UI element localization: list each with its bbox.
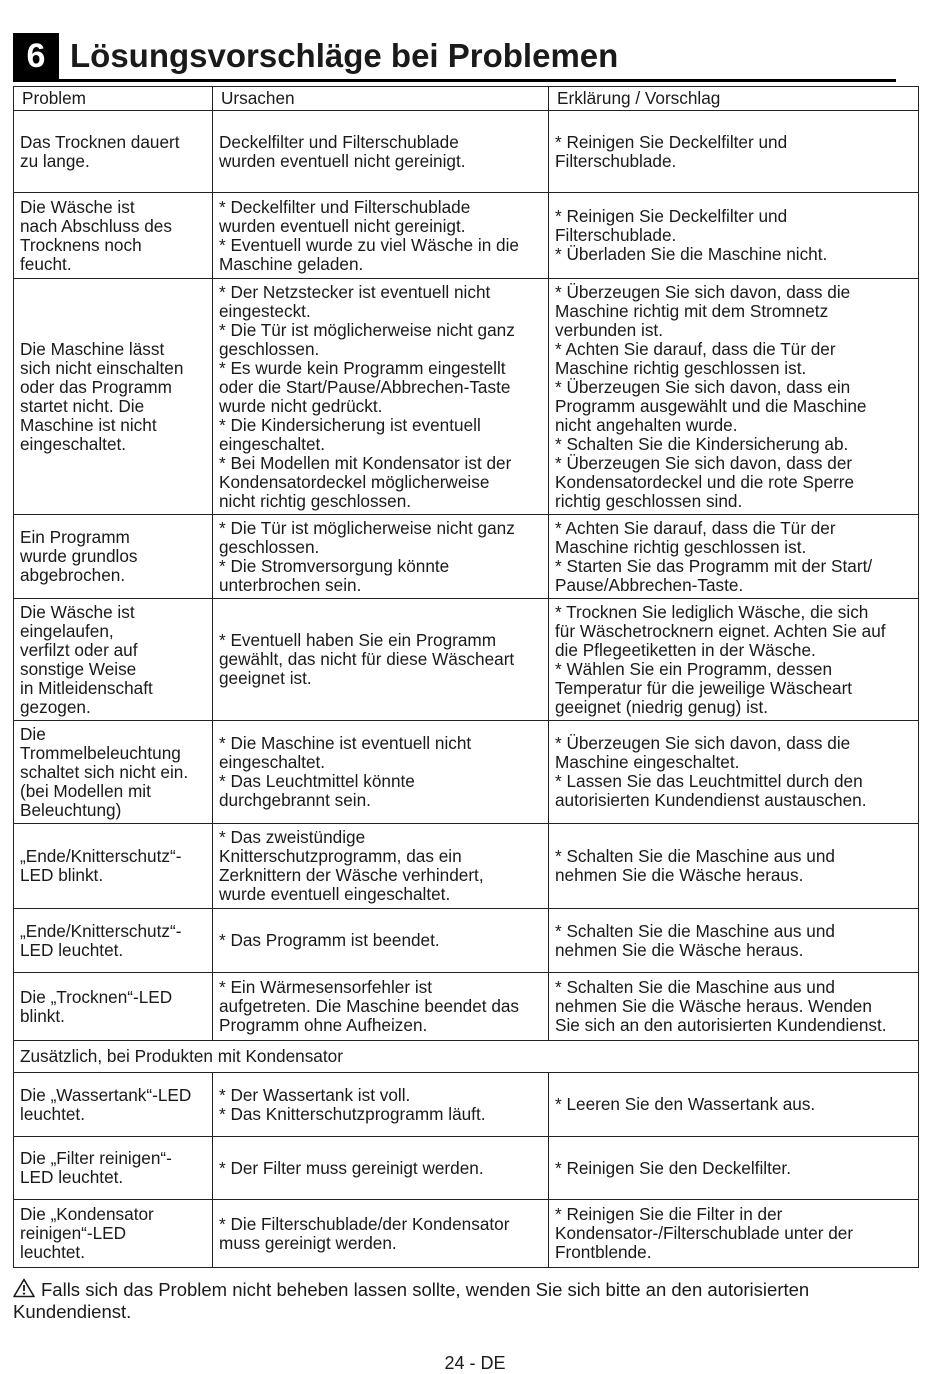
cell-text-line: * Lassen Sie das Leuchtmittel durch den <box>555 771 863 791</box>
cell-text-line: * Schalten Sie die Kindersicherung ab. <box>555 433 849 454</box>
cell-text-line: eingesteckt. <box>219 300 311 321</box>
cause-cell <box>213 721 549 824</box>
cell-text-line: zu lange. <box>20 150 90 171</box>
cell-text-line: Maschine richtig mit dem Stromnetz <box>555 300 829 321</box>
cell-text-line: Maschine ist nicht <box>20 414 157 435</box>
cell-text-line: Trocknens noch <box>20 234 142 255</box>
problem-cell <box>14 1200 213 1268</box>
cell-text-line: * Reinigen Sie Deckelfilter und <box>555 131 788 152</box>
cell-text-line: Die Wäsche ist <box>20 196 135 217</box>
problem-cell <box>14 279 213 515</box>
table-row <box>14 279 919 515</box>
cell-text-line: geeignet ist. <box>219 668 312 688</box>
support-note-text: Falls sich das Problem nicht beheben lassen sollte, wenden Sie sich bitte an den autorisierten Kundendienst. <box>13 1279 810 1322</box>
problem-cell <box>14 599 213 721</box>
cell-text-line: leuchtet. <box>20 1103 85 1124</box>
solution-cell <box>549 111 919 193</box>
cell-text-line: nicht richtig geschlossen. <box>219 490 412 511</box>
cell-text-line: wurden eventuell nicht gereinigt. <box>219 215 466 236</box>
cell-text-line: * Schalten Sie die Maschine aus und <box>555 977 835 997</box>
solution-cell <box>549 1200 919 1268</box>
cell-text-line: Ein Programm <box>20 527 130 547</box>
cause-cell <box>213 1137 549 1200</box>
cell-text-line: * Überzeugen Sie sich davon, dass die <box>555 733 851 753</box>
cause-cell <box>213 1073 549 1137</box>
cell-text-line: * Trocknen Sie lediglich Wäsche, die sich <box>555 601 869 622</box>
solution-cell <box>549 515 919 599</box>
cell-text-line: Die Maschine lässt <box>20 338 165 359</box>
column-header-causes: Ursachen <box>213 87 549 111</box>
table-row <box>14 1073 919 1137</box>
cell-text-line: nehmen Sie die Wäsche heraus. Wenden <box>555 996 872 1016</box>
problem-cell <box>14 721 213 824</box>
cell-text-line: oder das Programm <box>20 376 172 397</box>
cell-text-line: richtig geschlossen sind. <box>555 490 743 511</box>
problem-cell <box>14 515 213 599</box>
solution-cell <box>549 279 919 515</box>
table-row <box>14 721 919 824</box>
cell-text-line: * Achten Sie darauf, dass die Tür der <box>555 517 836 538</box>
cell-text-line: geschlossen. <box>219 338 320 359</box>
cell-text-line: * Wählen Sie ein Programm, dessen <box>555 658 833 679</box>
cause-cell <box>213 824 549 909</box>
problem-cell <box>14 193 213 279</box>
cell-text-line: abgebrochen. <box>20 565 126 585</box>
cell-text-line: * Die Kindersicherung ist eventuell <box>219 414 481 435</box>
cell-text-line: Programm ausgewählt und die Maschine <box>555 395 867 416</box>
cause-cell <box>213 909 549 973</box>
cell-text-line: Filterschublade. <box>555 225 677 245</box>
cell-text-line: Deckelfilter und Filterschublade <box>219 131 459 152</box>
cell-text-line: * Die Maschine ist eventuell nicht <box>219 733 472 753</box>
cell-text-line: wurde nicht gedrückt. <box>219 395 383 416</box>
solution-cell <box>549 1137 919 1200</box>
table-row <box>14 824 919 909</box>
cell-text-line: verbunden ist. <box>555 319 663 340</box>
cell-text-line: aufgetreten. Die Maschine beendet das <box>219 996 520 1016</box>
cell-text-line: * Eventuell wurde zu viel Wäsche in die <box>219 234 519 255</box>
cell-text-line: * Die Filterschublade/der Kondensator <box>219 1213 510 1234</box>
cell-text-line: * Überzeugen Sie sich davon, dass ein <box>555 376 851 397</box>
table-row <box>14 973 919 1041</box>
cause-cell <box>213 279 549 515</box>
cell-text-line: * Der Filter muss gereinigt werden. <box>219 1157 484 1178</box>
cause-cell <box>213 973 549 1041</box>
cell-text-line: * Eventuell haben Sie ein Programm <box>219 630 497 650</box>
cause-cell <box>213 515 549 599</box>
cell-text-line: oder die Start/Pause/Abbrechen-Taste <box>219 376 511 397</box>
cell-text-line: Die <box>20 723 46 744</box>
cell-text-line: * Achten Sie darauf, dass die Tür der <box>555 338 836 359</box>
cell-text-line: * Reinigen Sie Deckelfilter und <box>555 206 788 226</box>
cell-text-line: nach Abschluss des <box>20 215 172 236</box>
cell-text-line: Die „Wassertank“-LED <box>20 1084 192 1105</box>
cell-text-line: Programm ohne Aufheizen. <box>219 1015 428 1035</box>
cell-text-line: LED leuchtet. <box>20 939 124 960</box>
cell-text-line: verfilzt oder auf <box>20 639 138 660</box>
cell-text-line: Die „Trocknen“-LED <box>20 986 173 1007</box>
cell-text-line: * Starten Sie das Programm mit der Start/ <box>555 555 873 576</box>
cell-text-line: blinkt. <box>20 1005 65 1026</box>
cell-text-line: * Ein Wärmesensorfehler ist <box>219 977 433 997</box>
cell-text-line: * Bei Modellen mit Kondensator ist der <box>219 452 512 473</box>
cell-text-line: Beleuchtung) <box>20 799 122 820</box>
cell-text-line: wurde grundlos <box>20 546 138 566</box>
cell-text-line: Knitterschutzprogramm, das ein <box>219 846 462 866</box>
table-row <box>14 599 919 721</box>
cell-text-line: * Das Leuchtmittel könnte <box>219 771 415 791</box>
cell-text-line: * Die Tür ist möglicherweise nicht ganz <box>219 319 515 340</box>
table-row <box>14 1137 919 1200</box>
cell-text-line: nehmen Sie die Wäsche heraus. <box>555 939 804 960</box>
cell-text-line: Die „Filter reinigen“- <box>20 1148 172 1168</box>
cell-text-line: eingeschaltet. <box>219 752 326 772</box>
cell-text-line: autorisierten Kundendienst austauschen. <box>555 790 867 810</box>
cell-text-line: eingeschaltet. <box>20 433 127 454</box>
cell-text-line: gezogen. <box>20 696 91 717</box>
cell-text-line: Pause/Abbrechen-Taste. <box>555 574 744 595</box>
table-row <box>14 1200 919 1268</box>
problem-cell <box>14 1073 213 1137</box>
cell-text-line: * Die Tür ist möglicherweise nicht ganz <box>219 517 515 538</box>
cell-text-line: wurde eventuell eingeschaltet. <box>219 884 451 904</box>
cell-text-line: Kondensatordeckel möglicherweise <box>219 471 490 492</box>
cause-cell <box>213 111 549 193</box>
solution-cell <box>549 824 919 909</box>
problem-cell <box>14 973 213 1041</box>
cell-text-line: schaltet sich nicht ein. <box>20 761 189 782</box>
cell-text-line: Kondensator-/Filterschublade unter der <box>555 1223 854 1243</box>
cell-text-line: * Leeren Sie den Wassertank aus. <box>555 1094 816 1114</box>
cell-text-line: * Reinigen Sie die Filter in der <box>555 1204 783 1224</box>
problem-cell <box>14 1137 213 1200</box>
cell-text-line: „Ende/Knitterschutz“- <box>20 846 182 866</box>
page-number: 24 - DE <box>444 1353 506 1373</box>
support-note <box>13 1278 913 1323</box>
table-header-row <box>14 87 919 111</box>
warning-triangle-icon <box>13 1278 35 1298</box>
cell-text-line: wurden eventuell nicht gereinigt. <box>219 150 466 171</box>
cause-cell <box>213 1200 549 1268</box>
cell-text-line: Maschine richtig geschlossen ist. <box>555 536 807 557</box>
cell-text-line: * Der Netzstecker ist eventuell nicht <box>219 281 491 302</box>
cell-text-line: „Ende/Knitterschutz“- <box>20 920 182 941</box>
cell-text-line: LED blinkt. <box>20 865 104 885</box>
cell-text-line: die Pflegeetiketten in der Wäsche. <box>555 639 816 660</box>
cell-text-line: sonstige Weise <box>20 658 137 679</box>
table-row <box>14 111 919 193</box>
cell-text-line: feucht. <box>20 253 72 274</box>
condenser-subheader: Zusätzlich, bei Produkten mit Kondensator <box>14 1041 919 1073</box>
cell-text-line: * Das zweistündige <box>219 827 366 847</box>
cell-text-line: gewählt, das nicht für diese Wäscheart <box>219 649 515 669</box>
cell-text-line: (bei Modellen mit <box>20 780 151 801</box>
cell-text-line: Zerknittern der Wäsche verhindert, <box>219 865 484 885</box>
cell-text-line: * Das Knitterschutzprogramm läuft. <box>219 1103 486 1124</box>
cell-text-line: sich nicht einschalten <box>20 357 184 378</box>
cell-text-line: Temperatur für die jeweilige Wäscheart <box>555 677 853 698</box>
solution-cell <box>549 1073 919 1137</box>
section-title: Lösungsvorschläge bei Problemen <box>70 37 619 74</box>
solution-cell <box>549 599 919 721</box>
solution-cell <box>549 909 919 973</box>
table-row <box>14 193 919 279</box>
cell-text-line: in Mitleidenschaft <box>20 677 153 698</box>
troubleshooting-table <box>13 86 919 1268</box>
cell-text-line: Kondensatordeckel und die rote Sperre <box>555 471 855 492</box>
cell-text-line: * Deckelfilter und Filterschublade <box>219 196 471 217</box>
cell-text-line: Sie sich an den autorisierten Kundendienst. <box>555 1015 887 1035</box>
column-header-problem: Problem <box>14 87 213 111</box>
subheader-row <box>14 1041 919 1073</box>
cell-text-line: eingeschaltet. <box>219 433 326 454</box>
cell-text-line: LED leuchtet. <box>20 1167 124 1187</box>
cell-text-line: Maschine richtig geschlossen ist. <box>555 357 807 378</box>
cell-text-line: Maschine eingeschaltet. <box>555 752 740 772</box>
cell-text-line: leuchtet. <box>20 1242 85 1262</box>
cell-text-line: reinigen“-LED <box>20 1223 127 1243</box>
cell-text-line: * Überladen Sie die Maschine nicht. <box>555 244 828 264</box>
cell-text-line: Das Trocknen dauert <box>20 131 180 152</box>
cell-text-line: Maschine geladen. <box>219 253 364 274</box>
cell-text-line: * Reinigen Sie den Deckelfilter. <box>555 1157 791 1178</box>
section-header <box>13 33 896 82</box>
cell-text-line: * Das Programm ist beendet. <box>219 930 440 950</box>
cell-text-line: * Der Wassertank ist voll. <box>219 1084 411 1105</box>
cell-text-line: durchgebrannt sein. <box>219 790 371 810</box>
cause-cell <box>213 599 549 721</box>
cell-text-line: * Schalten Sie die Maschine aus und <box>555 846 835 866</box>
cell-text-line: * Überzeugen Sie sich davon, dass der <box>555 452 853 473</box>
cell-text-line: startet nicht. Die <box>20 395 145 416</box>
cause-cell <box>213 193 549 279</box>
cell-text-line: geeignet (niedrig genug) ist. <box>555 696 769 717</box>
cell-text-line: * Schalten Sie die Maschine aus und <box>555 920 835 941</box>
problem-cell <box>14 909 213 973</box>
solution-cell <box>549 721 919 824</box>
cell-text-line: geschlossen. <box>219 536 320 557</box>
cell-text-line: nicht angehalten wurde. <box>555 414 738 435</box>
table-row <box>14 909 919 973</box>
cell-text-line: für Wäschetrocknern eignet. Achten Sie auf <box>555 620 886 641</box>
cell-text-line: eingelaufen, <box>20 620 114 641</box>
cell-text-line: unterbrochen sein. <box>219 574 362 595</box>
section-number: 6 <box>13 33 59 79</box>
solution-cell <box>549 973 919 1041</box>
cell-text-line: * Überzeugen Sie sich davon, dass die <box>555 281 851 302</box>
cell-text-line: Trommelbeleuchtung <box>20 742 181 763</box>
cell-text-line: Die Wäsche ist <box>20 601 135 622</box>
column-header-solution: Erklärung / Vorschlag <box>549 87 919 111</box>
cell-text-line: Die „Kondensator <box>20 1204 154 1224</box>
cell-text-line: Frontblende. <box>555 1242 652 1262</box>
cell-text-line: muss gereinigt werden. <box>219 1232 397 1253</box>
problem-cell <box>14 824 213 909</box>
solution-cell <box>549 193 919 279</box>
cell-text-line: * Die Stromversorgung könnte <box>219 555 450 576</box>
cell-text-line: nehmen Sie die Wäsche heraus. <box>555 865 804 885</box>
problem-cell <box>14 111 213 193</box>
cell-text-line: * Es wurde kein Programm eingestellt <box>219 357 506 378</box>
cell-text-line: Filterschublade. <box>555 150 677 171</box>
table-row <box>14 515 919 599</box>
